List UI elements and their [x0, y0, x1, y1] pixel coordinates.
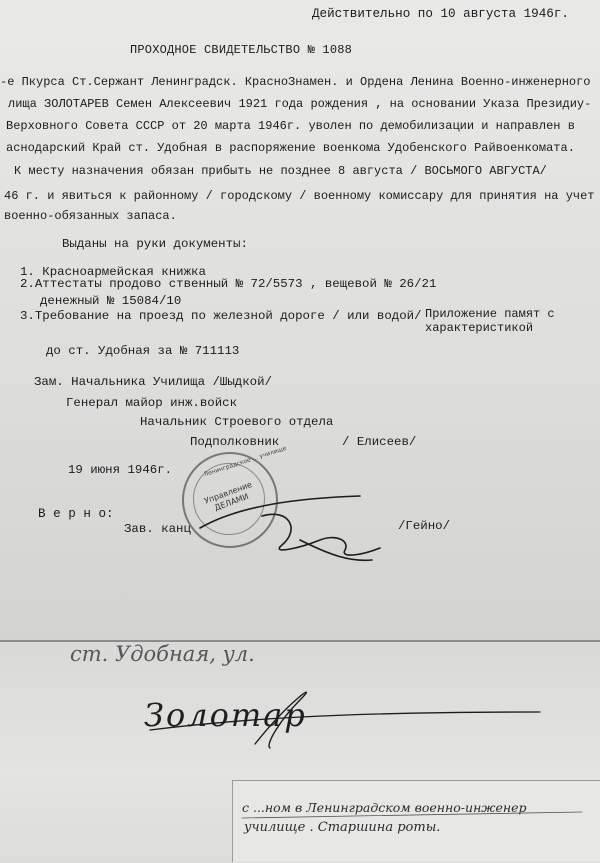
- document-item-1: 1. Красноармейская книжка: [20, 265, 206, 279]
- body-line-4: аснодарский Край ст. Удобная в распоряжение военкома Удобенского Райвоенкомата.: [6, 141, 575, 155]
- attachment-line-2: характеристикой: [425, 321, 534, 335]
- document-item-2: 2.Аттестаты продово ственный № 72/5573 , вещевой № 26/21: [20, 277, 437, 291]
- document-item-2-money: денежный № 15084/10: [40, 294, 182, 308]
- body-line-6: 46 г. и явиться к районному / городскому / военному комиссару для принятия на учет: [4, 189, 595, 203]
- signature-line-deputy: Зам. Начальника Училища /Шыдкой/: [34, 375, 272, 389]
- signature-line-eliseev: / Елисеев/: [342, 435, 417, 449]
- document-item-3-station: до ст. Удобная за № 711113: [46, 344, 240, 358]
- body-line-1: -е Пкурса Ст.Сержант Ленинградск. КраснoЗнамен. и Ордена Ленина Военно-инженерного: [0, 75, 591, 89]
- handwritten-note-line-2: училище . Старшина роты.: [244, 820, 441, 835]
- geino-name: /Гейно/: [398, 519, 451, 533]
- body-line-7: военно-обязанных запаса.: [4, 209, 177, 223]
- body-line-2: лища ЗОЛОТАРЕВ Семен Алексеевич 1921 года рождения , на основании Указа Президиу-: [8, 97, 592, 111]
- round-stamp: [182, 444, 288, 548]
- issue-date: 19 июня 1946г.: [68, 463, 173, 477]
- attachment-line-1: Приложение памят с: [425, 307, 555, 321]
- handwritten-signature: Золотар: [144, 696, 307, 734]
- verno-label: В е р н о:: [38, 507, 114, 521]
- documents-heading: Выданы на руки документы:: [62, 237, 248, 251]
- document-item-3: 3.Требование на проезд по железной дороге / или водой/: [20, 309, 422, 323]
- signature-line-rank: Генерал майор инж.войск: [66, 396, 238, 410]
- handwritten-note-line-1: с ...ном в Ленинградском военно-инженер: [242, 800, 527, 815]
- body-line-5: К месту назначения обязан прибыть не позднее 8 августа / ВОСЬМОГО АВГУСТА/: [14, 164, 547, 178]
- chancellery-head: Зав. канц: [124, 522, 191, 536]
- handwritten-address: ст. Удобная, ул.: [70, 642, 255, 666]
- valid-until: Действительно по 10 августа 1946г.: [312, 7, 569, 21]
- stamp-center-text: Управление ДЕЛАМИ: [202, 480, 254, 513]
- stamp-ring-text: Ленинградское ... училище: [202, 444, 288, 479]
- signature-line-lt-colonel: Подполковник: [190, 435, 280, 449]
- document-title: ПРОХОДНОЕ СВИДЕТЕЛЬСТВО № 1088: [130, 43, 353, 57]
- body-line-3: Верховного Совета СССР от 20 марта 1946г. уволен по демобилизации и направлен в: [6, 119, 575, 133]
- signature-line-department: Начальник Строевого отдела: [140, 415, 334, 429]
